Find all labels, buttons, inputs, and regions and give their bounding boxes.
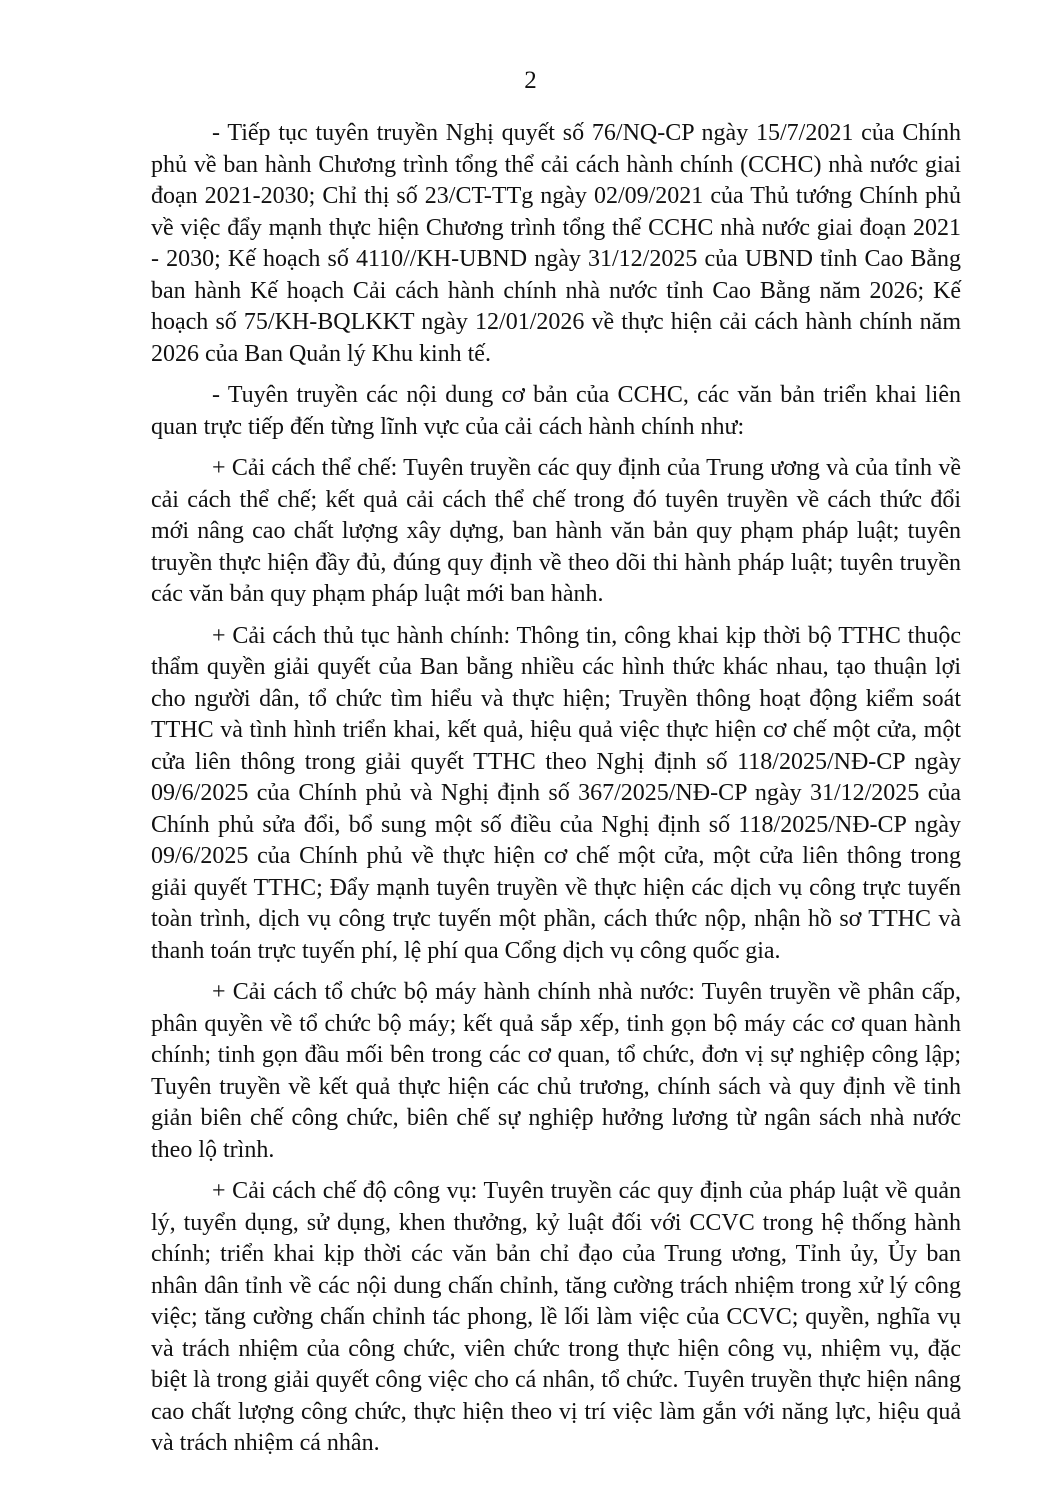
paragraph-civil-service-reform: + Cải cách chế độ công vụ: Tuyên truyền các quy định của pháp luật về quản lý, tuyển dụng, sử dụng, khen thưởng, kỷ luật đối với CCVC trong hệ thống hành chính; triển khai kịp thời các văn bản chỉ đạo của Trung ương, Tỉnh ủy, Ủy ban nhân dân tỉnh về các nội dung chấn chỉnh, tăng cường trách nhiệm trong xử lý công việc; tăng cường chấn chỉnh tác phong, lề lối làm việc của CCVC; quyền, nghĩa vụ và trách nhiệm của công chức, viên chức trong thực hiện công vụ, nhiệm vụ, đặc biệt là trong giải quyết công việc cho cá nhân, tổ chức. Tuyên truyền thực hiện nâng cao chất lượng công chức, thực hiện theo vị trí việc làm gắn với năng lực, hiệu quả và trách nhiệm cá nhân. [151, 1178, 961, 1456]
paragraph-propaganda-resolutions: - Tiếp tục tuyên truyền Nghị quyết số 76/NQ-CP ngày 15/7/2021 của Chính phủ về ban hành Chương trình tổng thể cải cách hành chính (CCHC) nhà nước giai đoạn 2021-2030; Chỉ thị số 23/CT-TTg ngày 02/09/2021 của Thủ tướng Chính phủ về việc đẩy mạnh thực hiện Chương trình tổng thể CCHC nhà nước giai đoạn 2021 - 2030; Kế hoạch số 4110//KH-UBND ngày 31/12/2025 của UBND tỉnh Cao Bằng ban hành Kế hoạch Cải cách hành chính nhà nước tỉnh Cao Bằng năm 2026; Kế hoạch số 75/KH-BQLKKT ngày 12/01/2026 về thực hiện cải cách hành chính năm 2026 của Ban Quản lý Khu kinh tế. [151, 120, 961, 367]
paragraph-organizational-apparatus-reform: + Cải cách tổ chức bộ máy hành chính nhà nước: Tuyên truyền về phân cấp, phân quyền về tổ chức bộ máy; kết quả sắp xếp, tinh gọn bộ máy các cơ quan hành chính; tinh gọn đầu mối bên trong các cơ quan, tổ chức, đơn vị sự nghiệp công lập; Tuyên truyền về kết quả thực hiện các chủ trương, chính sách và quy định về tinh giản biên chế công chức, biên chế sự nghiệp hưởng lương từ ngân sách nhà nước theo lộ trình. [151, 979, 961, 1163]
document-body [151, 118, 961, 1470]
page-number: 2 [524, 67, 537, 94]
paragraph-cchc-contents-intro: - Tuyên truyền các nội dung cơ bản của CCHC, các văn bản triển khai liên quan trực tiếp đến từng lĩnh vực của cải cách hành chính như: [151, 382, 961, 440]
paragraph-institutional-reform: + Cải cách thể chế: Tuyên truyền các quy định của Trung ương và của tỉnh về cải cách thể chế; kết quả cải cách thể chế trong đó tuyên truyền về cách thức đổi mới nâng cao chất lượng xây dựng, ban hành văn bản quy phạm pháp luật; tuyên truyền thực hiện đầy đủ, đúng quy định về theo dõi thi hành pháp luật; tuyên truyền các văn bản quy phạm pháp luật mới ban hành. [151, 455, 961, 607]
paragraph-administrative-procedure-reform: + Cải cách thủ tục hành chính: Thông tin, công khai kịp thời bộ TTHC thuộc thẩm quyền giải quyết của Ban bằng nhiều các hình thức khác nhau, tạo thuận lợi cho người dân, tổ chức tìm hiểu và thực hiện; Truyền thông hoạt động kiểm soát TTHC và tình hình triển khai, kết quả, hiệu quả việc thực hiện cơ chế một cửa, một cửa liên thông trong giải quyết TTHC theo Nghị định số 118/2025/NĐ-CP ngày 09/6/2025 của Chính phủ và Nghị định số 367/2025/NĐ-CP ngày 31/12/2025 của Chính phủ sửa đổi, bổ sung một số điều của Nghị định số 118/2025/NĐ-CP ngày 09/6/2025 của Chính phủ về thực hiện cơ chế một cửa, một cửa liên thông trong giải quyết TTHC; Đẩy mạnh tuyên truyền về thực hiện các dịch vụ công trực tuyến toàn trình, dịch vụ công trực tuyến một phần, cách thức nộp, nhận hồ sơ TTHC và thanh toán trực tuyến phí, lệ phí qua Cổng dịch vụ công quốc gia. [151, 622, 961, 964]
